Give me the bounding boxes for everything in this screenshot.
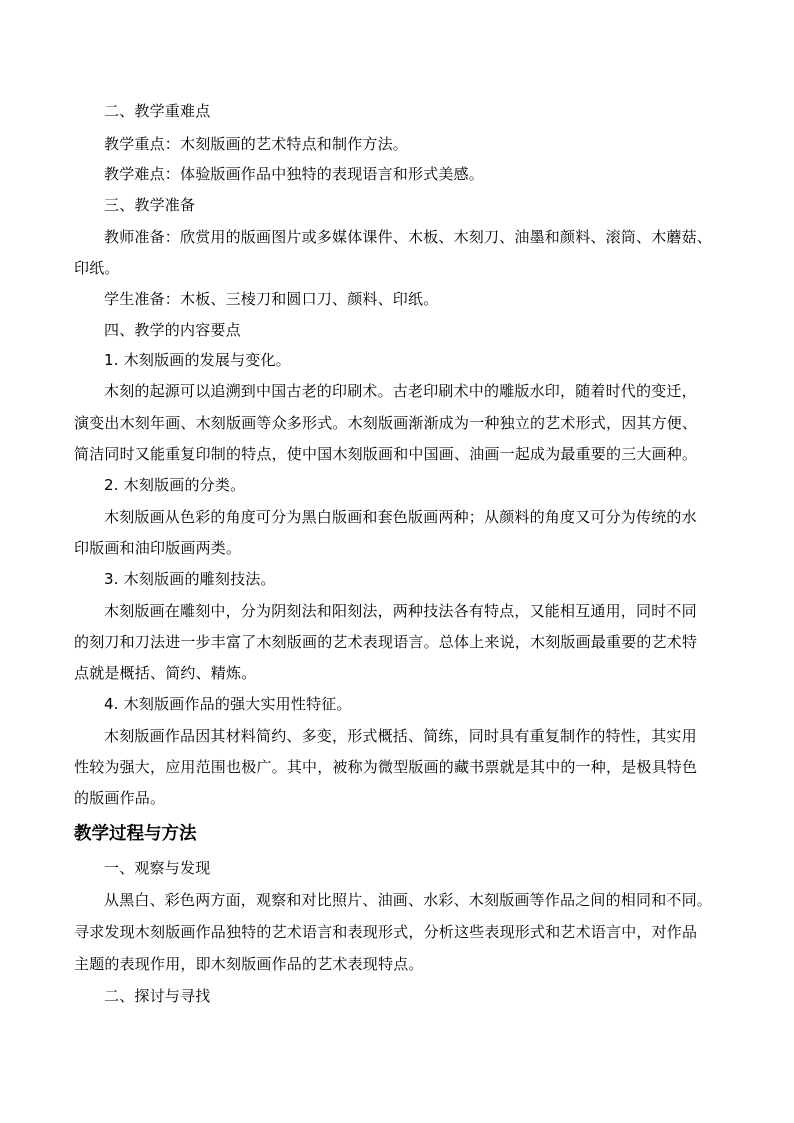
- item2-paragraph-line-1: 木刻版画从色彩的角度可分为黑白版画和套色版画两种；从颜料的角度又可分为传统的水: [104, 508, 697, 526]
- section-heading-key-difficulties: 二、教学重难点: [104, 102, 211, 120]
- item1-paragraph-line-3: 简洁同时又能重复印制的特点，使中国木刻版画和中国画、油画一起成为最重要的三大画种。: [74, 445, 698, 463]
- item3-title: 3. 木刻版画的雕刻技法。: [104, 570, 276, 588]
- section-heading-preparation: 三、教学准备: [104, 196, 196, 214]
- process-heading: 教学过程与方法: [74, 824, 197, 844]
- item4-paragraph-line-2: 性较为强大，应用范围也极广。其中，被称为微型版画的藏书票就是其中的一种，是极具特色: [74, 758, 698, 776]
- item4-paragraph-line-1: 木刻版画作品因其材料简约、多变，形式概括、简练，同时具有重复制作的特性，其实用: [104, 727, 697, 745]
- item3-paragraph-line-3: 点就是概括、简约、精炼。: [74, 664, 257, 682]
- item4-paragraph-line-3: 的版画作品。: [74, 789, 166, 807]
- item2-title: 2. 木刻版画的分类。: [104, 476, 246, 494]
- item1-paragraph-line-2: 演变出木刻年画、木刻版画等众多形式。木刻版画渐渐成为一种独立的艺术形式，因其方便、: [74, 414, 698, 432]
- student-prep-text: 学生准备：木板、三棱刀和圆口刀、颜料、印纸。: [104, 290, 439, 308]
- item3-paragraph-line-1: 木刻版画在雕刻中，分为阴刻法和阳刻法，两种技法各有特点，又能相互通用，同时不同: [104, 602, 697, 620]
- step1-paragraph-line-2: 寻求发现木刻版画作品独特的艺术语言和表现形式，分析这些表现形式和艺术语言中，对作品: [74, 923, 698, 941]
- step1-paragraph-line-1: 从黑白、彩色两方面，观察和对比照片、油画、水彩、木刻版画等作品之间的相同和不同。: [104, 891, 713, 909]
- item1-paragraph-line-1: 木刻的起源可以追溯到中国古老的印刷术。古老印刷术中的雕版水印，随着时代的变迁，: [104, 382, 697, 400]
- step1-heading: 一、观察与发现: [104, 859, 211, 877]
- item1-title: 1. 木刻版画的发展与变化。: [104, 351, 291, 369]
- key-point-text: 教学重点：木刻版画的艺术特点和制作方法。: [104, 135, 409, 153]
- item3-paragraph-line-2: 的刻刀和刀法进一步丰富了木刻版画的艺术表现语言。总体上来说，木刻版画最重要的艺术特: [74, 633, 698, 651]
- item4-title: 4. 木刻版画作品的强大实用性特征。: [104, 695, 352, 713]
- item2-paragraph-line-2: 印版画和油印版画两类。: [74, 539, 242, 557]
- step2-heading: 二、探讨与寻找: [104, 987, 211, 1005]
- section-heading-content-points: 四、教学的内容要点: [104, 321, 241, 339]
- difficulty-text: 教学难点：体验版画作品中独特的表现语言和形式美感。: [104, 165, 485, 183]
- step1-paragraph-line-3: 主题的表现作用，即木刻版画作品的艺术表现特点。: [74, 955, 424, 973]
- teacher-prep-line-1: 教师准备：欣赏用的版画图片或多媒体课件、木板、木刻刀、油墨和颜料、滚筒、木蘑菇、: [104, 228, 713, 246]
- teacher-prep-line-2: 印纸。: [74, 259, 120, 277]
